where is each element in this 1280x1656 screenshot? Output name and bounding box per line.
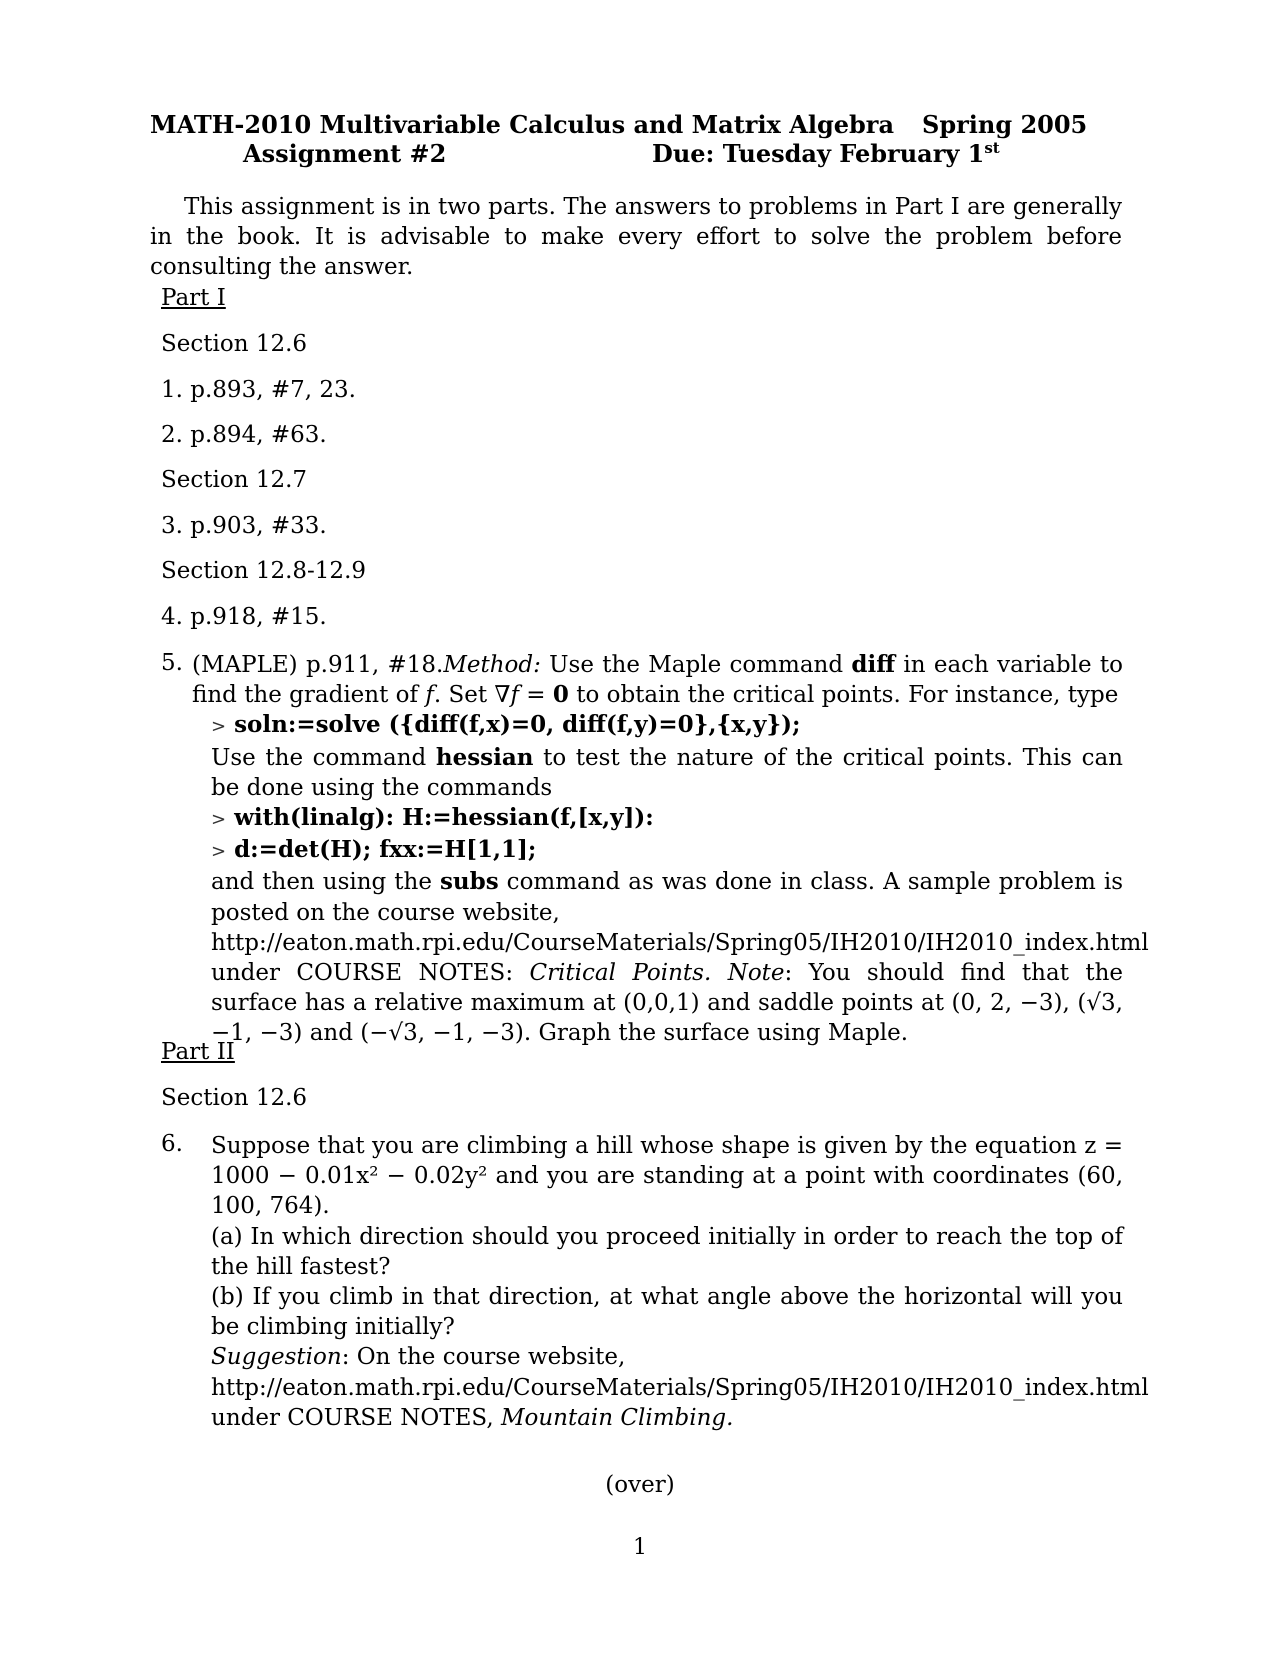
maple-prompt: >: [211, 841, 227, 863]
function-f-gradient: f: [510, 682, 519, 709]
problem-5-intro: [192, 650, 1123, 710]
problem-6-part-a: (a) In which direction should you proceed initially in order to reach the top of the hill fastest?: [211, 1223, 1123, 1280]
equals-sign: =: [518, 682, 553, 709]
hessian-tail: to test the nature of the critical points. This can be done using the commands: [211, 744, 1123, 801]
under-text: under COURSE NOTES:: [211, 960, 530, 987]
problem-4: [161, 604, 327, 630]
problem-2-number: 2.: [161, 422, 183, 448]
maple-code-hessian: [211, 803, 1123, 835]
problem-1-text: p.893, #7, 23.: [190, 377, 356, 403]
problem-2: [161, 422, 327, 448]
problem-3-number: 3.: [161, 513, 183, 539]
problem-5-lead: (MAPLE) p.911, #18.: [192, 652, 444, 678]
hessian-command: hessian: [435, 743, 534, 771]
note-text-block: [211, 958, 1123, 1049]
method-label: Method:: [443, 652, 541, 678]
assignment-title: Assignment #2: [243, 139, 447, 168]
problem-6-statement: Suppose that you are climbing a hill whose shape is given by the equation z = 1000 − 0.01x² − 0.02y² and you are standing at a point with coordinates (60, 100, 764).: [211, 1133, 1123, 1220]
problem-5: [192, 650, 1149, 1049]
section-12-8-heading: Section 12.8-12.9: [161, 558, 367, 584]
problem-1: [161, 377, 356, 403]
problem-6: [211, 1131, 1149, 1433]
problem-3-text: p.903, #33.: [190, 513, 327, 539]
diff-command: diff: [851, 651, 896, 678]
method-text: Use the Maple command: [540, 652, 852, 678]
det-code: d:=det(H); fxx:=H[1,1];: [226, 836, 537, 864]
subs-tail: command as was done in class. A sample problem is posted on the course website,: [211, 869, 1123, 926]
suggestion-line: [211, 1342, 1123, 1372]
section-12-6-heading: Section 12.6: [161, 331, 308, 357]
mountain-climbing-line: [211, 1403, 1123, 1433]
due-date: [652, 139, 1000, 168]
mountain-climbing-label: Mountain Climbing.: [500, 1404, 734, 1431]
problem-2-text: p.894, #63.: [190, 422, 327, 448]
under-text-2: under COURSE NOTES,: [211, 1404, 501, 1431]
zero-vector: 0: [552, 681, 569, 709]
term: Spring 2005: [922, 110, 1088, 139]
set-gradient-text: . Set ∇: [433, 682, 511, 709]
problem-6-part-b: (b) If you climb in that direction, at what angle above the horizontal will you be climbing initially?: [211, 1284, 1123, 1341]
critical-points-label: Critical Points.: [529, 960, 712, 987]
then-text: and then using the: [211, 869, 440, 896]
problem-4-number: 4.: [161, 604, 183, 630]
page-number: 1: [633, 1535, 647, 1560]
hessian-code: with(linalg): H:=hessian(f,[x,y]):: [226, 804, 654, 832]
intro-paragraph: This assignment is in two parts. The answers to problems in Part I are generally in the book. It is advisable to make every effort to solve the problem before consulting the answer.: [150, 194, 1122, 280]
maple-prompt: >: [211, 716, 227, 738]
due-date-suffix: st: [984, 139, 1000, 157]
course-title: MATH-2010 Multivariable Calculus and Matrix Algebra: [150, 110, 894, 139]
problem-1-number: 1.: [161, 377, 183, 403]
course-url-link[interactable]: http://eaton.math.rpi.edu/CourseMaterials/Spring05/IH2010/IH2010_index.html: [211, 929, 1149, 956]
problem-6-number: 6.: [161, 1131, 183, 1157]
suggestion-text: : On the course website,: [341, 1344, 626, 1371]
maple-prompt: >: [211, 809, 227, 831]
use-text: Use the command: [211, 744, 436, 771]
diff-tail: in each variable to find the gradient of: [192, 652, 1123, 709]
due-date-text: Due: Tuesday February 1: [652, 139, 985, 168]
problem-4-text: p.918, #15.: [190, 604, 327, 630]
critical-tail: to obtain the critical points. For instance, type: [568, 682, 1119, 709]
subs-command: subs: [439, 868, 499, 896]
over-indicator: (over): [605, 1472, 675, 1498]
solve-command: soln:=solve ({diff(f,x)=0, diff(f,y)=0},{x,y});: [226, 711, 801, 739]
subs-instruction: [211, 867, 1123, 927]
note-text: : You should find that the surface has a relative maximum at (0,0,1) and saddle points at (0, 2, −3), (√3, −1, −3) and (−√3, −1, −3). Graph the surface using Maple.: [211, 960, 1123, 1047]
note-label: Note: [727, 960, 785, 987]
part2-section-heading: Section 12.6: [161, 1085, 308, 1111]
function-f: f: [425, 682, 434, 709]
suggestion-label: Suggestion: [211, 1344, 342, 1371]
hessian-instruction: [211, 743, 1123, 803]
course-url-link-2[interactable]: http://eaton.math.rpi.edu/CourseMaterials/Spring05/IH2010/IH2010_index.html: [211, 1374, 1149, 1401]
problem-3: [161, 513, 327, 539]
maple-code-det: [211, 835, 1123, 867]
maple-code-solve: [211, 710, 1123, 742]
problem-5-number: 5.: [161, 650, 183, 676]
part1-heading: Part I: [161, 285, 226, 311]
section-12-7-heading: Section 12.7: [161, 467, 308, 493]
part2-heading: Part II: [161, 1039, 235, 1065]
